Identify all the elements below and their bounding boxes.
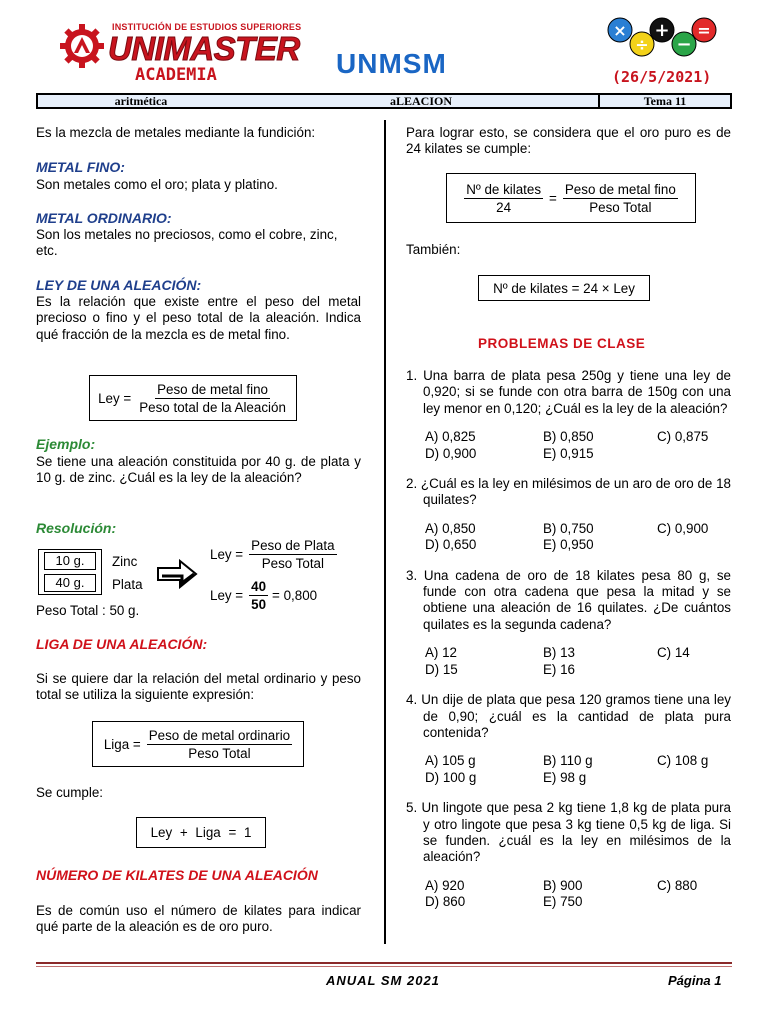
ley-text: Es la relación que existe entre el peso del metal precioso o fino y el peso total de la aleación. Indica qué fracción de la mezcla es de metal fino. [36,294,361,342]
institution-name: INSTITUCIÓN DE ESTUDIOS SUPERIORES [112,22,302,32]
problem-text: 1. Una barra de plata pesa 250g y tiene una ley de 0,920; si se funde con otra barra de 150g con una ley menor en 0,120; ¿Cuál es la ley de la aleación? [406,368,731,416]
answer-options [406,429,731,462]
brand-logo-text: UNIMASTER [108,30,300,67]
problem-item [406,692,731,786]
ley-formula-lhs: Ley = [98,390,132,406]
footer-rule-thin [36,966,732,967]
answer-option: A) 0,825 [425,429,476,445]
svg-text:−: − [676,34,692,55]
ley-value-lhs: Ley = [210,588,244,603]
answer-option: D) 860 [425,894,466,910]
metal-ordinario-heading: METAL ORDINARIO: [36,210,172,226]
answer-option: B) 0,750 [543,520,594,536]
ejemplo-text: Se tiene una aleación constituida por 40 g. de plata y 10 g. de zinc. ¿Cuál es la ley de la aleación? [36,454,361,486]
answer-options [406,521,731,554]
date-label: (26/5/2021) [612,68,712,86]
liga-formula-lhs: Liga = [103,736,141,752]
column-divider [384,120,386,944]
ley-plata-numerator: Peso de Plata [251,538,335,553]
resolucion-heading: Resolución: [36,520,117,536]
metal-fino-heading: METAL FINO: [36,159,125,175]
answer-option: B) 110 g [543,753,593,769]
answer-option: D) 100 g [425,769,477,785]
topic-bar [36,93,732,109]
liga-formula-numerator: Peso de metal ordinario [148,727,291,743]
answer-option: B) 13 [543,645,576,661]
problems-list [406,368,731,925]
problems-heading: PROBLEMAS DE CLASE [478,336,646,351]
answer-option: E) 98 g [543,769,587,785]
answer-option: C) 108 g [657,753,709,769]
problem-text: 4. Un dije de plata que pesa 120 gramos tiene una ley de 0,90; ¿cuál es la cantidad de plata pura contenida? [406,692,731,740]
right-arrow-icon [156,559,198,589]
course-label: aritmética [114,93,168,108]
footer-page: Página 1 [668,973,722,988]
answer-option: C) 14 [657,645,690,661]
answer-option: E) 16 [543,661,576,677]
problem-item [406,368,731,462]
kilates-formula-left-numerator: Nº de kilates [466,181,542,197]
tambien-text: También: [406,242,461,257]
kilates-formula-box [446,173,696,223]
academy-label: ACADEMIA [135,65,217,85]
university-title: UNMSM [336,48,447,79]
answer-option: B) 900 [543,877,583,893]
ley-liga-identity: Ley + Liga = 1 [136,817,266,848]
ley-formula-numerator: Peso de metal fino [157,381,269,397]
answer-option: D) 0,650 [425,537,477,553]
math-operators-icon [606,14,720,60]
ley-plata-denominator: Peso Total [261,556,324,571]
problem-item [406,800,731,910]
ley-value-denominator: 50 [251,597,267,612]
metal-ordinario-text: Son los metales no preciosos, como el cobre, zinc, etc. [36,227,338,259]
kilates-formula-right-denominator: Peso Total [589,199,652,215]
tema-label: Tema 11 [643,93,687,108]
liga-formula-box [92,721,304,767]
right-intro-text: Para lograr esto, se considera que el oro puro es de 24 kilates se cumple: [406,125,731,157]
svg-text:×: × [613,21,627,40]
kilates-text: Es de común uso el número de kilates para indicar qué parte de la aleación es de oro puro. [36,903,361,935]
answer-option: A) 0,850 [425,520,476,536]
ley-formula-box [89,375,297,421]
answer-option: A) 105 g [425,753,476,769]
problem-text: 2. ¿Cuál es la ley en milésimos de un aro de oro de 18 quilates? [406,476,731,508]
metal-fino-text: Son metales como el oro; plata y platino. [36,177,278,192]
problem-item [406,476,731,554]
problem-item [406,568,731,678]
topic-label: aLEACION [244,95,600,107]
intro-text: Es la mezcla de metales mediante la fundición: [36,125,316,140]
kilates-formula-equals: = [549,190,557,206]
ejemplo-heading: Ejemplo: [36,436,96,452]
answer-option: A) 920 [425,877,465,893]
ley-value-result: = 0,800 [272,588,318,603]
ley-formula-denominator: Peso total de la Aleación [139,399,286,415]
kilates-heading: NÚMERO DE KILATES DE UNA ALEACIÓN [36,867,318,883]
metal-label: Zinc [112,554,138,569]
ley-value-formula [210,578,317,613]
answer-options [406,753,731,786]
svg-text:÷: ÷ [635,35,649,54]
answer-option: C) 0,875 [657,429,709,445]
liga-formula-denominator: Peso Total [188,745,251,761]
answer-options [406,878,731,911]
answer-option: C) 0,900 [657,520,709,536]
answer-option: B) 0,850 [543,429,594,445]
kilates-formula-right-numerator: Peso de metal fino [564,181,676,197]
liga-heading: LIGA DE UNA ALEACIÓN: [36,636,208,652]
answer-option: D) 15 [425,661,458,677]
svg-text:+: + [654,20,670,41]
mass-cell: 40 g. [44,574,96,592]
mass-table [38,549,102,595]
ley-value-numerator: 40 [251,579,267,594]
problem-text: 3. Una cadena de oro de 18 kilates pesa 80 g, se funde con otra cadena que pesa la mitad y se obtiene una aleación de 16 quilates. ¿De cuántos quilates es la segunda cadena? [406,567,731,632]
se-cumple-text: Se cumple: [36,785,103,800]
footer-rule [36,962,732,964]
answer-option: E) 750 [543,894,583,910]
peso-total-label: Peso Total : 50 g. [36,603,140,618]
svg-text:=: = [697,21,711,40]
gear-logo-icon [58,22,106,70]
liga-text: Si se quiere dar la relación del metal ordinario y peso total se utiliza la siguiente expresión: [36,671,361,703]
problem-text: 5. Un lingote que pesa 2 kg tiene 1,8 kg de plata pura y otro lingote que pesa 3 kg tiene 0,5 kg de liga. Si se funden. ¿cuál es la ley en milésimos de la aleación? [406,800,731,865]
metal-label: Plata [112,577,143,592]
answer-option: D) 0,900 [425,445,477,461]
answer-options [406,645,731,678]
answer-option: A) 12 [425,645,458,661]
footer-course: ANUAL SM 2021 [326,973,440,988]
ley-plata-formula [210,537,337,572]
answer-option: E) 0,950 [543,537,594,553]
answer-option: C) 880 [657,877,698,893]
answer-option: E) 0,915 [543,445,594,461]
kilates-ley-formula: Nº de kilates = 24 × Ley [478,275,650,301]
ley-plata-lhs: Ley = [210,547,244,562]
kilates-formula-left-denominator: 24 [496,199,512,215]
ley-heading: LEY DE UNA ALEACIÓN: [36,277,202,293]
mass-cell: 10 g. [44,552,96,570]
